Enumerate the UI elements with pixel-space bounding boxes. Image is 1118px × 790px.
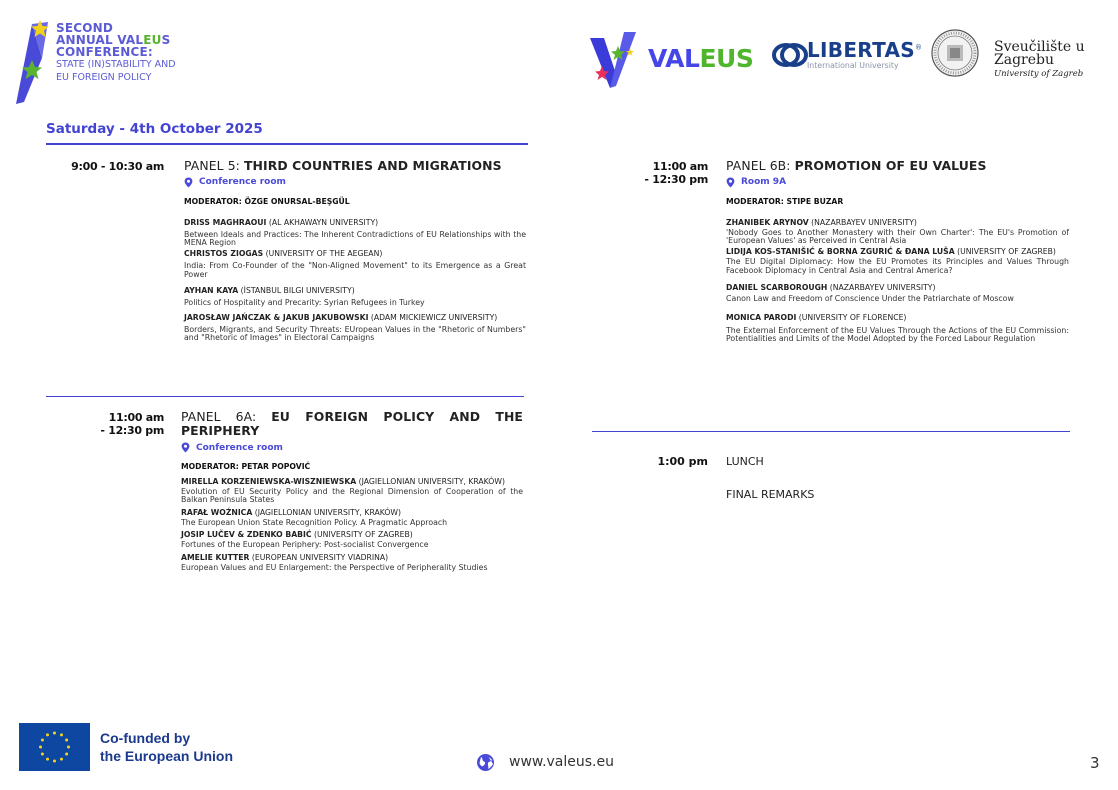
date-divider <box>46 143 528 145</box>
globe-icon <box>476 753 495 772</box>
panel-6b-moderator: MODERATOR: STIPE BUZAR <box>726 196 844 206</box>
panel-divider <box>592 431 1070 432</box>
talk-item: AMELIE KUTTER (EUROPEAN UNIVERSITY VIADRINA) European Values and EU Enlargement: the Perspective of Peripherality Studies <box>181 553 523 572</box>
location-pin-icon <box>184 177 193 188</box>
talk-title: Between Ideals and Practices: The Inherent Contradictions of EU Relationships with the MENA Region <box>184 229 526 247</box>
talk-title: The EU Digital Diplomacy: How the EU Promotes its Principles and Values Through Facebook Diplomacy in Central Asia and Central America? <box>726 257 1069 275</box>
final-remarks: FINAL REMARKS <box>726 488 815 501</box>
university-of-zagreb-seal-icon <box>930 28 980 78</box>
talk-title: Canon Law and Freedom of Conscience Under the Patriarchate of Moscow <box>726 294 1014 304</box>
talk-item: JAROSŁAW JAŃCZAK & JAKUB JAKUBOWSKI (ADAM MICKIEWICZ UNIVERSITY) Borders, Migrants, and Security Threats: EUropean Values in the "Rhetoric of Numbers" and "Rhetoric of Images" in Electoral Campaigns <box>184 312 526 342</box>
talk-title: Politics of Hospitality and Precarity: Syrian Refugees in Turkey <box>184 298 425 308</box>
talk-title: The External Enforcement of the EU Values Through the Actions of the EU Commission: Potentialities and Limits of the Model Adopted by the Forced Labour Regulation <box>726 325 1069 343</box>
valeus-logo-text: VALEUS <box>648 44 754 73</box>
panel-6a-room: Conference room <box>181 442 523 453</box>
talk-item: MONICA PARODI (UNIVERSITY OF FLORENCE) The External Enforcement of the EU Values Through the Actions of the EU Commission: Potentialities and Limits of the Model Adopted by the Forced Labour Regulation <box>726 312 1069 343</box>
conf-subtitle-1: STATE (IN)STABILITY AND <box>56 59 176 70</box>
lunch-label: LUNCH <box>726 455 764 468</box>
libertas-logo-icon <box>772 40 808 70</box>
location-pin-icon <box>726 177 735 188</box>
panel-6b-room: Room 9A <box>726 177 1069 188</box>
panel-6b-title: PANEL 6B: PROMOTION OF EU VALUES <box>726 158 987 173</box>
panel-5-time: 9:00 - 10:30 am <box>71 160 164 173</box>
conference-title <box>56 22 176 84</box>
talk-title: European Values and EU Enlargement: the Perspective of Peripherality Studies <box>181 562 488 572</box>
panel-divider <box>46 396 524 397</box>
valeus-logo-icon <box>590 32 638 90</box>
website-link[interactable]: www.valeus.eu <box>509 754 614 770</box>
panel-6a-moderator: MODERATOR: PETAR POPOVIĆ <box>181 462 311 471</box>
conf-line-2: ANNUAL VALEUS <box>56 33 171 47</box>
talk-title: The European Union State Recognition Policy. A Pragmatic Approach <box>181 517 448 527</box>
date-heading: Saturday - 4th October 2025 <box>46 121 263 137</box>
talk-item: ZHANIBEK ARYNOV (NAZARBAYEV UNIVERSITY) 'Nobody Goes to Another Monastery with their Own Charter': The EU's Promotion of 'European Values' as Perceived in Central Asia <box>726 217 1069 245</box>
panel-6a-title: PANEL 6A: EU FOREIGN POLICY AND THE PERIPHERY <box>181 409 523 438</box>
panel-5-moderator: MODERATOR: ÖZGE ONURSAL-BEŞGÜL <box>184 196 350 206</box>
panel-6b-time: 11:00 am - 12:30 pm <box>644 160 708 186</box>
talk-item: DANIEL SCARBOROUGH (NAZARBAYEV UNIVERSITY) Canon Law and Freedom of Conscience Under the Patriarchate of Moscow <box>726 283 1069 303</box>
eu-flag-icon <box>19 723 90 771</box>
talk-item: LIDIJA KOS-STANIŠIĆ & BORNA ZGURIĆ & ĐANA LUŠA (UNIVERSITY OF ZAGREB) The EU Digital Diplomacy: How the EU Promotes its Principles and Values Through Facebook Diplomacy in Central Asia and Central America? <box>726 247 1069 275</box>
talk-item: RAFAŁ WOŹNICA (JAGIELLONIAN UNIVERSITY, KRAKÓW) The European Union State Recognition Policy. A Pragmatic Approach <box>181 508 523 527</box>
panel-6a-time: 11:00 am - 12:30 pm <box>100 411 164 437</box>
libertas-logo-text: LIBERTAS® International University <box>807 38 923 70</box>
panel-5-room: Conference room <box>184 177 526 188</box>
talk-title: India: From Co-Founder of the "Non-Aligned Movement" to its Emergence as a Great Power <box>184 261 526 279</box>
conf-line-3: CONFERENCE: <box>56 45 153 59</box>
page-number: 3 <box>1090 754 1100 772</box>
location-pin-icon <box>181 442 190 453</box>
talk-item: JOSIP LUČEV & ZDENKO BABIĆ (UNIVERSITY OF ZAGREB) Fortunes of the European Periphery: Post-socialist Convergence <box>181 530 523 549</box>
conf-line-1: SECOND <box>56 21 114 35</box>
talk-item: MIRELLA KORZENIEWSKA-WISZNIEWSKA (JAGIELLONIAN UNIVERSITY, KRAKÓW) Evolution of EU Security Policy and the Regional Dimension of Cooperation of the Balkan Peninsula States <box>181 477 523 505</box>
talk-item: AYHAN KAYA (İSTANBUL BILGI UNIVERSITY) Politics of Hospitality and Precarity: Syrian Refugees in Turkey <box>184 286 526 307</box>
eu-cofunded-text: Co-funded by the European Union <box>100 730 233 764</box>
talk-title: Borders, Migrants, and Security Threats: EUropean Values in the "Rhetoric of Numbers" and "Rhetoric of Images" in Electoral Campaigns <box>184 324 526 342</box>
talk-item: CHRISTOS ZIOGAS (UNIVERSITY OF THE AEGEAN) India: From Co-Founder of the "Non-Aligned Movement" to its Emergence as a Great Power <box>184 249 526 279</box>
panel-5-title: PANEL 5: THIRD COUNTRIES AND MIGRATIONS <box>184 158 502 173</box>
talk-item: DRISS MAGHRAOUI (AL AKHAWAYN UNIVERSITY) Between Ideals and Practices: The Inherent Contradictions of EU Relationships with the MENA Region <box>184 217 526 247</box>
talk-title: Fortunes of the European Periphery: Post-socialist Convergence <box>181 540 429 550</box>
talk-title: Evolution of EU Security Policy and the Regional Dimension of Cooperation of the Balkan Peninsula States <box>181 487 523 505</box>
university-of-zagreb-text: Sveučilište u Zagrebu University of Zagreb <box>994 39 1085 79</box>
talk-title: 'Nobody Goes to Another Monastery with their Own Charter': The EU's Promotion of 'European Values' as Perceived in Central Asia <box>726 227 1069 245</box>
conference-logo-icon <box>14 18 54 104</box>
conf-subtitle-2: EU FOREIGN POLICY <box>56 72 152 83</box>
lunch-time: 1:00 pm <box>657 455 708 468</box>
